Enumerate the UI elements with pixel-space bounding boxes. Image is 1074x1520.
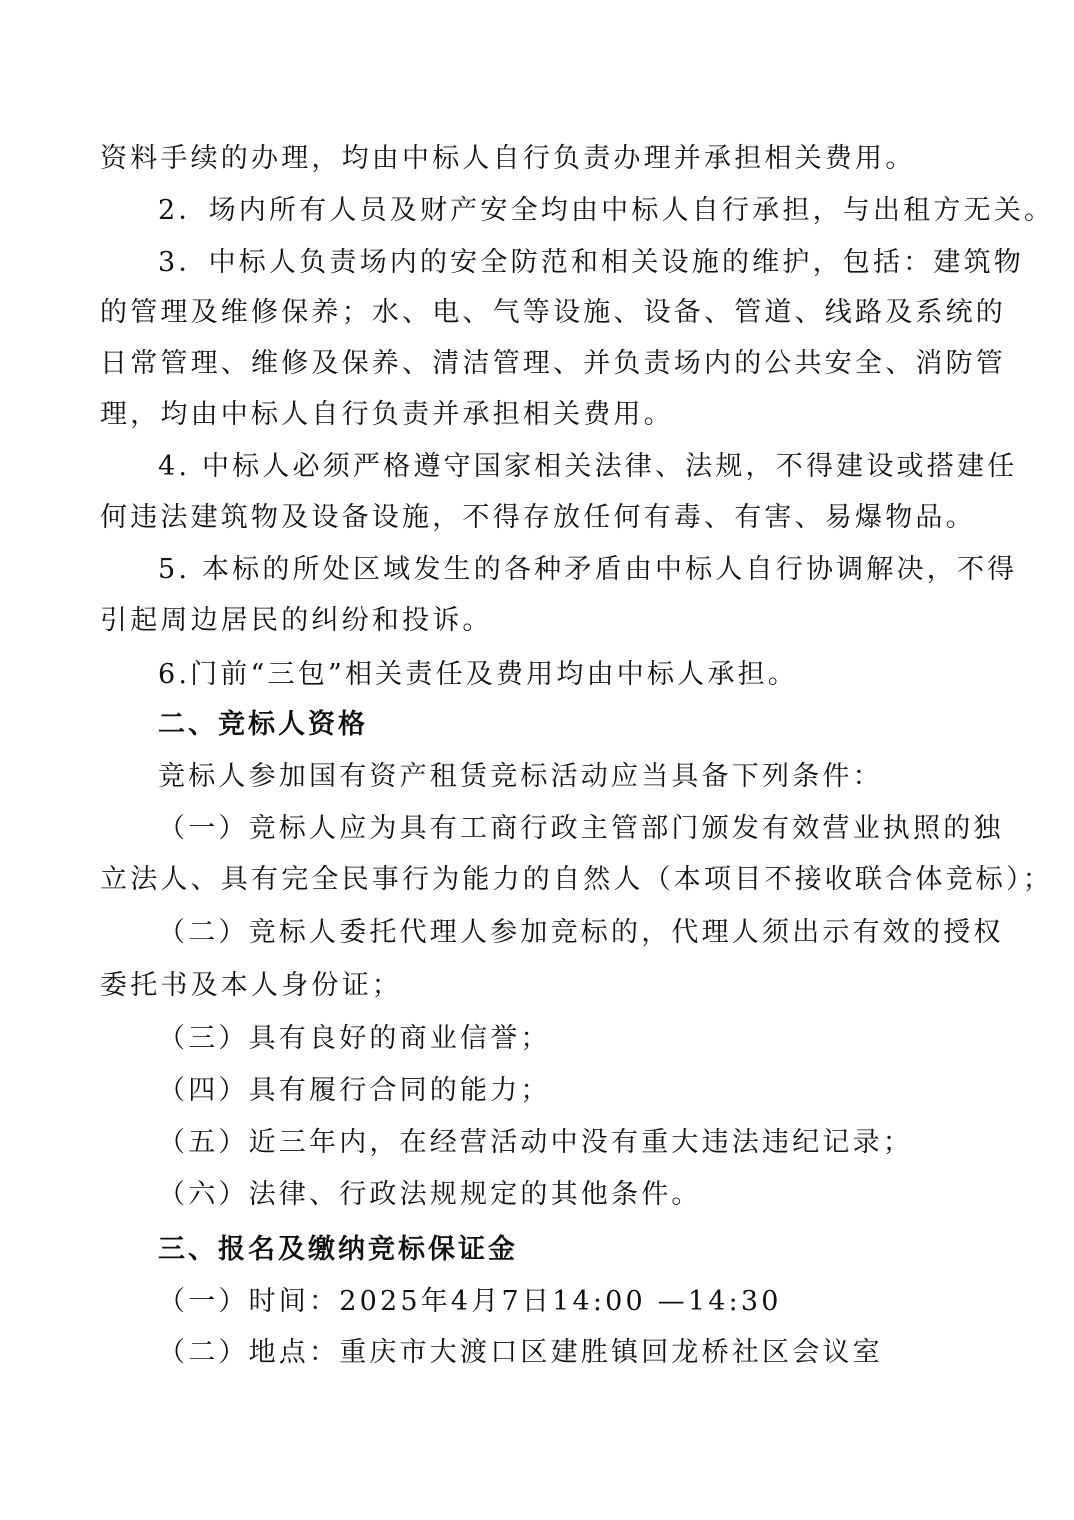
paragraph-line: （二）竞标人委托代理人参加竞标的，代理人须出示有效的授权 [158, 917, 1004, 948]
paragraph-line: 资料手续的办理，均由中标人自行负责办理并承担相关费用。 [100, 143, 916, 174]
paragraph-line: 4. 中标人必须严格遵守国家相关法律、法规，不得建设或搭建任 [158, 451, 1018, 482]
paragraph-line: （二）地点：重庆市大渡口区建胜镇回龙桥社区会议室 [158, 1337, 883, 1368]
paragraph-line: （一）竞标人应为具有工商行政主管部门颁发有效营业执照的独 [158, 813, 1004, 844]
paragraph-line: 日常管理、维修及保养、清洁管理、并负责场内的公共安全、消防管 [100, 348, 1006, 379]
paragraph-line: （一）时间：2025年4月7日14:00 —14:30 [158, 1286, 782, 1317]
paragraph-line: 竞标人参加国有资产租赁竞标活动应当具备下列条件： [158, 761, 883, 792]
paragraph-line: （五）近三年内，在经营活动中没有重大违法违纪记录； [158, 1127, 913, 1158]
paragraph-line: 委托书及本人身份证； [100, 970, 402, 1001]
paragraph-line: 5. 本标的所处区域发生的各种矛盾由中标人自行协调解决，不得 [158, 554, 1018, 585]
paragraph-line: （六）法律、行政法规规定的其他条件。 [158, 1179, 702, 1210]
paragraph-line: 何违法建筑物及设备设施，不得存放任何有毒、有害、易爆物品。 [100, 502, 976, 533]
section-heading: 二、竞标人资格 [158, 709, 368, 740]
paragraph-line: 立法人、具有完全民事行为能力的自然人（本项目不接收联合体竞标）； [100, 864, 1053, 895]
paragraph-line: 理，均由中标人自行负责并承担相关费用。 [100, 399, 674, 430]
paragraph-line: （三）具有良好的商业信誉； [158, 1023, 551, 1054]
paragraph-line: 6.门前“三包”相关责任及费用均由中标人承担。 [158, 659, 798, 690]
paragraph-line: （四）具有履行合同的能力； [158, 1075, 551, 1106]
paragraph-line: 2．场内所有人员及财产安全均由中标人自行承担，与出租方无关。 [158, 195, 1055, 226]
paragraph-line: 引起周边居民的纠纷和投诉。 [100, 605, 493, 636]
paragraph-line: 3．中标人负责场内的安全防范和相关设施的维护，包括：建筑物 [158, 247, 1024, 278]
paragraph-line: 的管理及维修保养；水、电、气等设施、设备、管道、线路及系统的 [100, 297, 1006, 328]
section-heading: 三、报名及缴纳竞标保证金 [158, 1234, 518, 1265]
